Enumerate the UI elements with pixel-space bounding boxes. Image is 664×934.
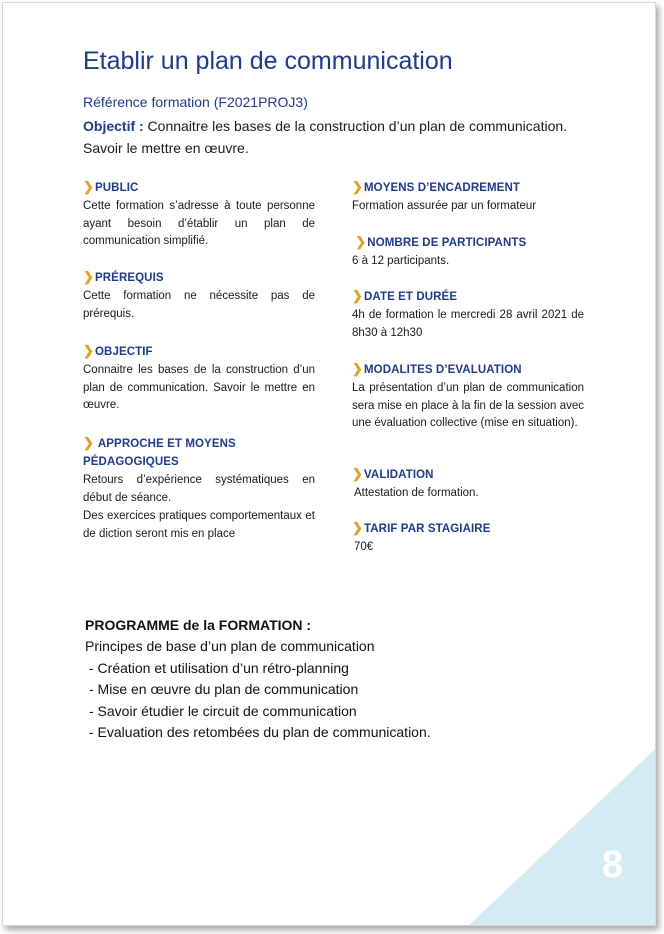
chevron-right-icon: ❯ [83, 343, 94, 358]
section-tarif [352, 519, 584, 557]
section-heading: NOMBRE DE PARTICIPANTS [367, 237, 527, 249]
section-heading: VALIDATION [364, 469, 434, 481]
section-objectif [83, 342, 315, 415]
chevron-right-icon: ❯ [352, 361, 363, 376]
section-body: La présentation d’un plan de communication sera mise en place à la fin de la session avec une évaluation collective (mise en situation). [352, 382, 584, 429]
section-approche [83, 434, 315, 543]
chevron-right-icon: ❯ [352, 288, 363, 303]
section-moyens-encadrement [352, 178, 584, 216]
section-body: Formation assurée par un formateur [352, 200, 537, 212]
program-item: - Mise en œuvre du plan de communication [89, 681, 359, 697]
program-intro: Principes de base d’un plan de communication [85, 638, 375, 654]
section-body: Connaitre les bases de la construction d’un plan de communication. Savoir le mettre en œuvre. [83, 364, 315, 411]
page-number: 8 [601, 844, 623, 886]
section-body: 6 à 12 participants. [352, 255, 450, 267]
section-validation [352, 465, 584, 503]
chevron-right-icon: ❯ [355, 234, 367, 249]
decorative-corner-triangle [469, 749, 655, 925]
program-item: - Savoir étudier le circuit de communication [89, 702, 357, 719]
section-body: Cette formation s’adresse à toute personne ayant besoin d’établir un plan de communication simplifié. [83, 200, 315, 247]
objective-label: Objectif : [83, 118, 144, 134]
program-block [85, 614, 605, 744]
objective-text: Connaitre les bases de la construction d’un plan de communication. Savoir le mettre en œuvre. [83, 118, 568, 156]
section-body-2: Des exercices pratiques comportementaux et de diction seront mis en place [83, 510, 315, 540]
section-heading-line1: APPROCHE ET MOYENS [97, 438, 236, 450]
program-item: - Evaluation des retombées du plan de communication. [89, 724, 431, 740]
chevron-right-icon: ❯ [352, 520, 363, 535]
section-heading: DATE ET DURÉE [364, 291, 458, 303]
chevron-right-icon: ❯ [352, 179, 363, 194]
section-participants [352, 233, 584, 271]
section-heading-line2: PÉDAGOGIQUES [83, 456, 179, 468]
section-date-duree [352, 287, 584, 342]
section-heading: MODALITES D’EVALUATION [364, 364, 522, 376]
section-heading: TARIF PAR STAGIAIRE [364, 523, 491, 535]
section-heading: OBJECTIF [95, 346, 153, 358]
objective-summary [83, 115, 603, 159]
program-item: - Création et utilisation d’un rétro-planning [89, 659, 349, 676]
chevron-right-icon: ❯ [352, 466, 363, 481]
chevron-right-icon: ❯ [83, 269, 94, 284]
section-body: Cette formation ne nécessite pas de prérequis. [83, 290, 315, 320]
section-heading: PUBLIC [95, 182, 139, 194]
section-body: Attestation de formation. [354, 487, 479, 499]
section-body-1: Retours d’expérience systématiques en début de séance. [83, 474, 315, 504]
section-body: 4h de formation le mercredi 28 avril 2021 de 8h30 à 12h30 [352, 309, 584, 339]
section-prerequis [83, 268, 315, 323]
training-reference: Référence formation (F2021PROJ3) [83, 94, 308, 110]
section-public [83, 178, 315, 251]
section-heading: PRÉREQUIS [95, 272, 164, 284]
document-page [2, 2, 656, 926]
chevron-right-icon: ❯ [83, 179, 94, 194]
chevron-right-icon: ❯ [83, 435, 94, 450]
section-heading: MOYENS D’ENCADREMENT [364, 182, 520, 194]
program-heading: PROGRAMME de la FORMATION : [85, 617, 312, 633]
section-evaluation [352, 360, 584, 433]
section-body: 70€ [354, 541, 374, 553]
document-title: Etablir un plan de communication [83, 47, 453, 75]
